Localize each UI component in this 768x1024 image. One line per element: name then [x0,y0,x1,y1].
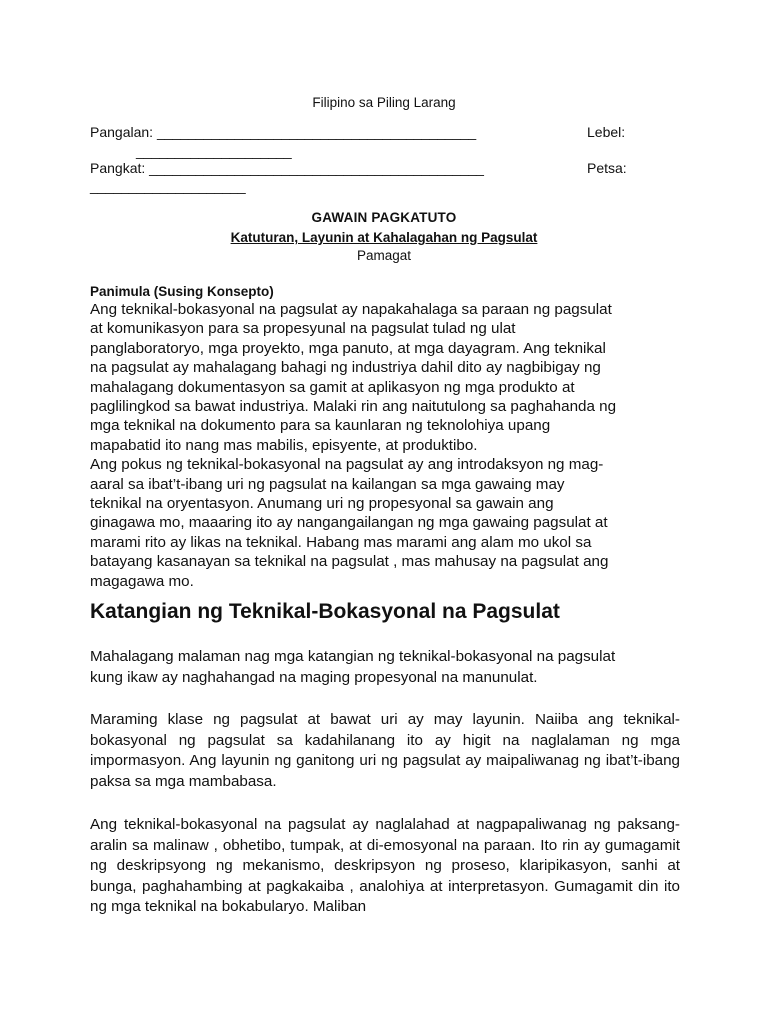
intro-body: Ang teknikal-bokasyonal na pagsulat ay napakahalaga sa paraan ng pagsulat at komunikasyon para sa propesyunal na pagsulat tulad ng ulat panglaboratoryo, mga proyekto, mga panuto, at mga dayagram. Ang teknikal na pagsulat ay mahalagang bahagi ng industriya dahil dito ay nagbibigay ng mahalagang dokumentasyon sa gamit at aplikasyon ng mga produkto at paglilingkod sa bawat industriya. Malaki rin ang naitutulong sa paghahanda ng mga teknikal na dokumento para sa kaunlaran ng teknolohiya upang mapabatid ito nang mas mabilis, episyente, at produktibo. Ang pokus ng teknikal-bokasyonal na pagsulat ay ang introdaksyon ng mag- aaral sa ibat’t-ibang uri ng pagsulat na kailangan sa mga gawaing may teknikal na oryentasyon. Anumang uri ng propesyonal sa gawain ang ginagawa mo, maaaring ito ay nangangailangan ng mga gawaing pagsulat at marami rito ay likas na teknikal. Habang mas marami ang alam mo ukol sa batayang kasanayan sa teknikal na pagsulat , mas mahusay na pagsulat ang magagawa mo. [90,301,617,590]
paragraph-1: Mahalagang malaman nag mga katangian ng teknikal-bokasyonal na pagsulat kung ikaw ay naghahangad na maging propesyonal na manunulat. [90,648,616,686]
course-title: Filipino sa Piling Larang [312,95,456,110]
date-field: Petsa: [587,160,627,176]
activity-title: GAWAIN PAGKATUTO [311,210,457,225]
group-field-continuation: ____________________ [90,178,246,194]
section-heading: Katangian ng Teknikal-Bokasyonal na Pagsulat [90,600,560,623]
name-field-continuation: ____________________ [136,143,292,159]
paragraph-3: Ang teknikal-bokasyonal na pagsulat ay naglalahad at nagpapaliwanag ng paksang-aralin sa malinaw , obhetibo, tumpak, at di-emosyonal na paraan. Ito rin ay gumagamit ng deskripsyong ng mekanismo, deskripsyon ng proseso, klaripikasyon, sanhi at bunga, paghahambing at pagkakaiba , analohiya at interpretasyon. Gumagamit din ito ng mga teknikal na bokabularyo. Maliban [90,816,680,915]
activity-topic: Katuturan, Layunin at Kahalagahan ng Pagsulat [230,230,538,245]
paragraph-2: Maraming klase ng pagsulat at bawat uri ay may layunin. Naiiba ang teknikal-bokasyonal ng pagsulat sa kadahilanang ito ay higit na naglalaman ng mga impormasyon. Ang layunin ng ganitong uri ng pagsulat ay maipaliwanag ng ibat’t-ibang paksa sa mga mambabasa. [90,711,680,790]
intro-heading: Panimula (Susing Konsepto) [90,284,274,299]
activity-pamagat: Pamagat [356,248,412,263]
name-field: Pangalan: _________________________________________ [90,124,477,140]
group-field: Pangkat: ___________________________________________ [90,160,484,176]
level-field: Lebel: [587,124,626,140]
